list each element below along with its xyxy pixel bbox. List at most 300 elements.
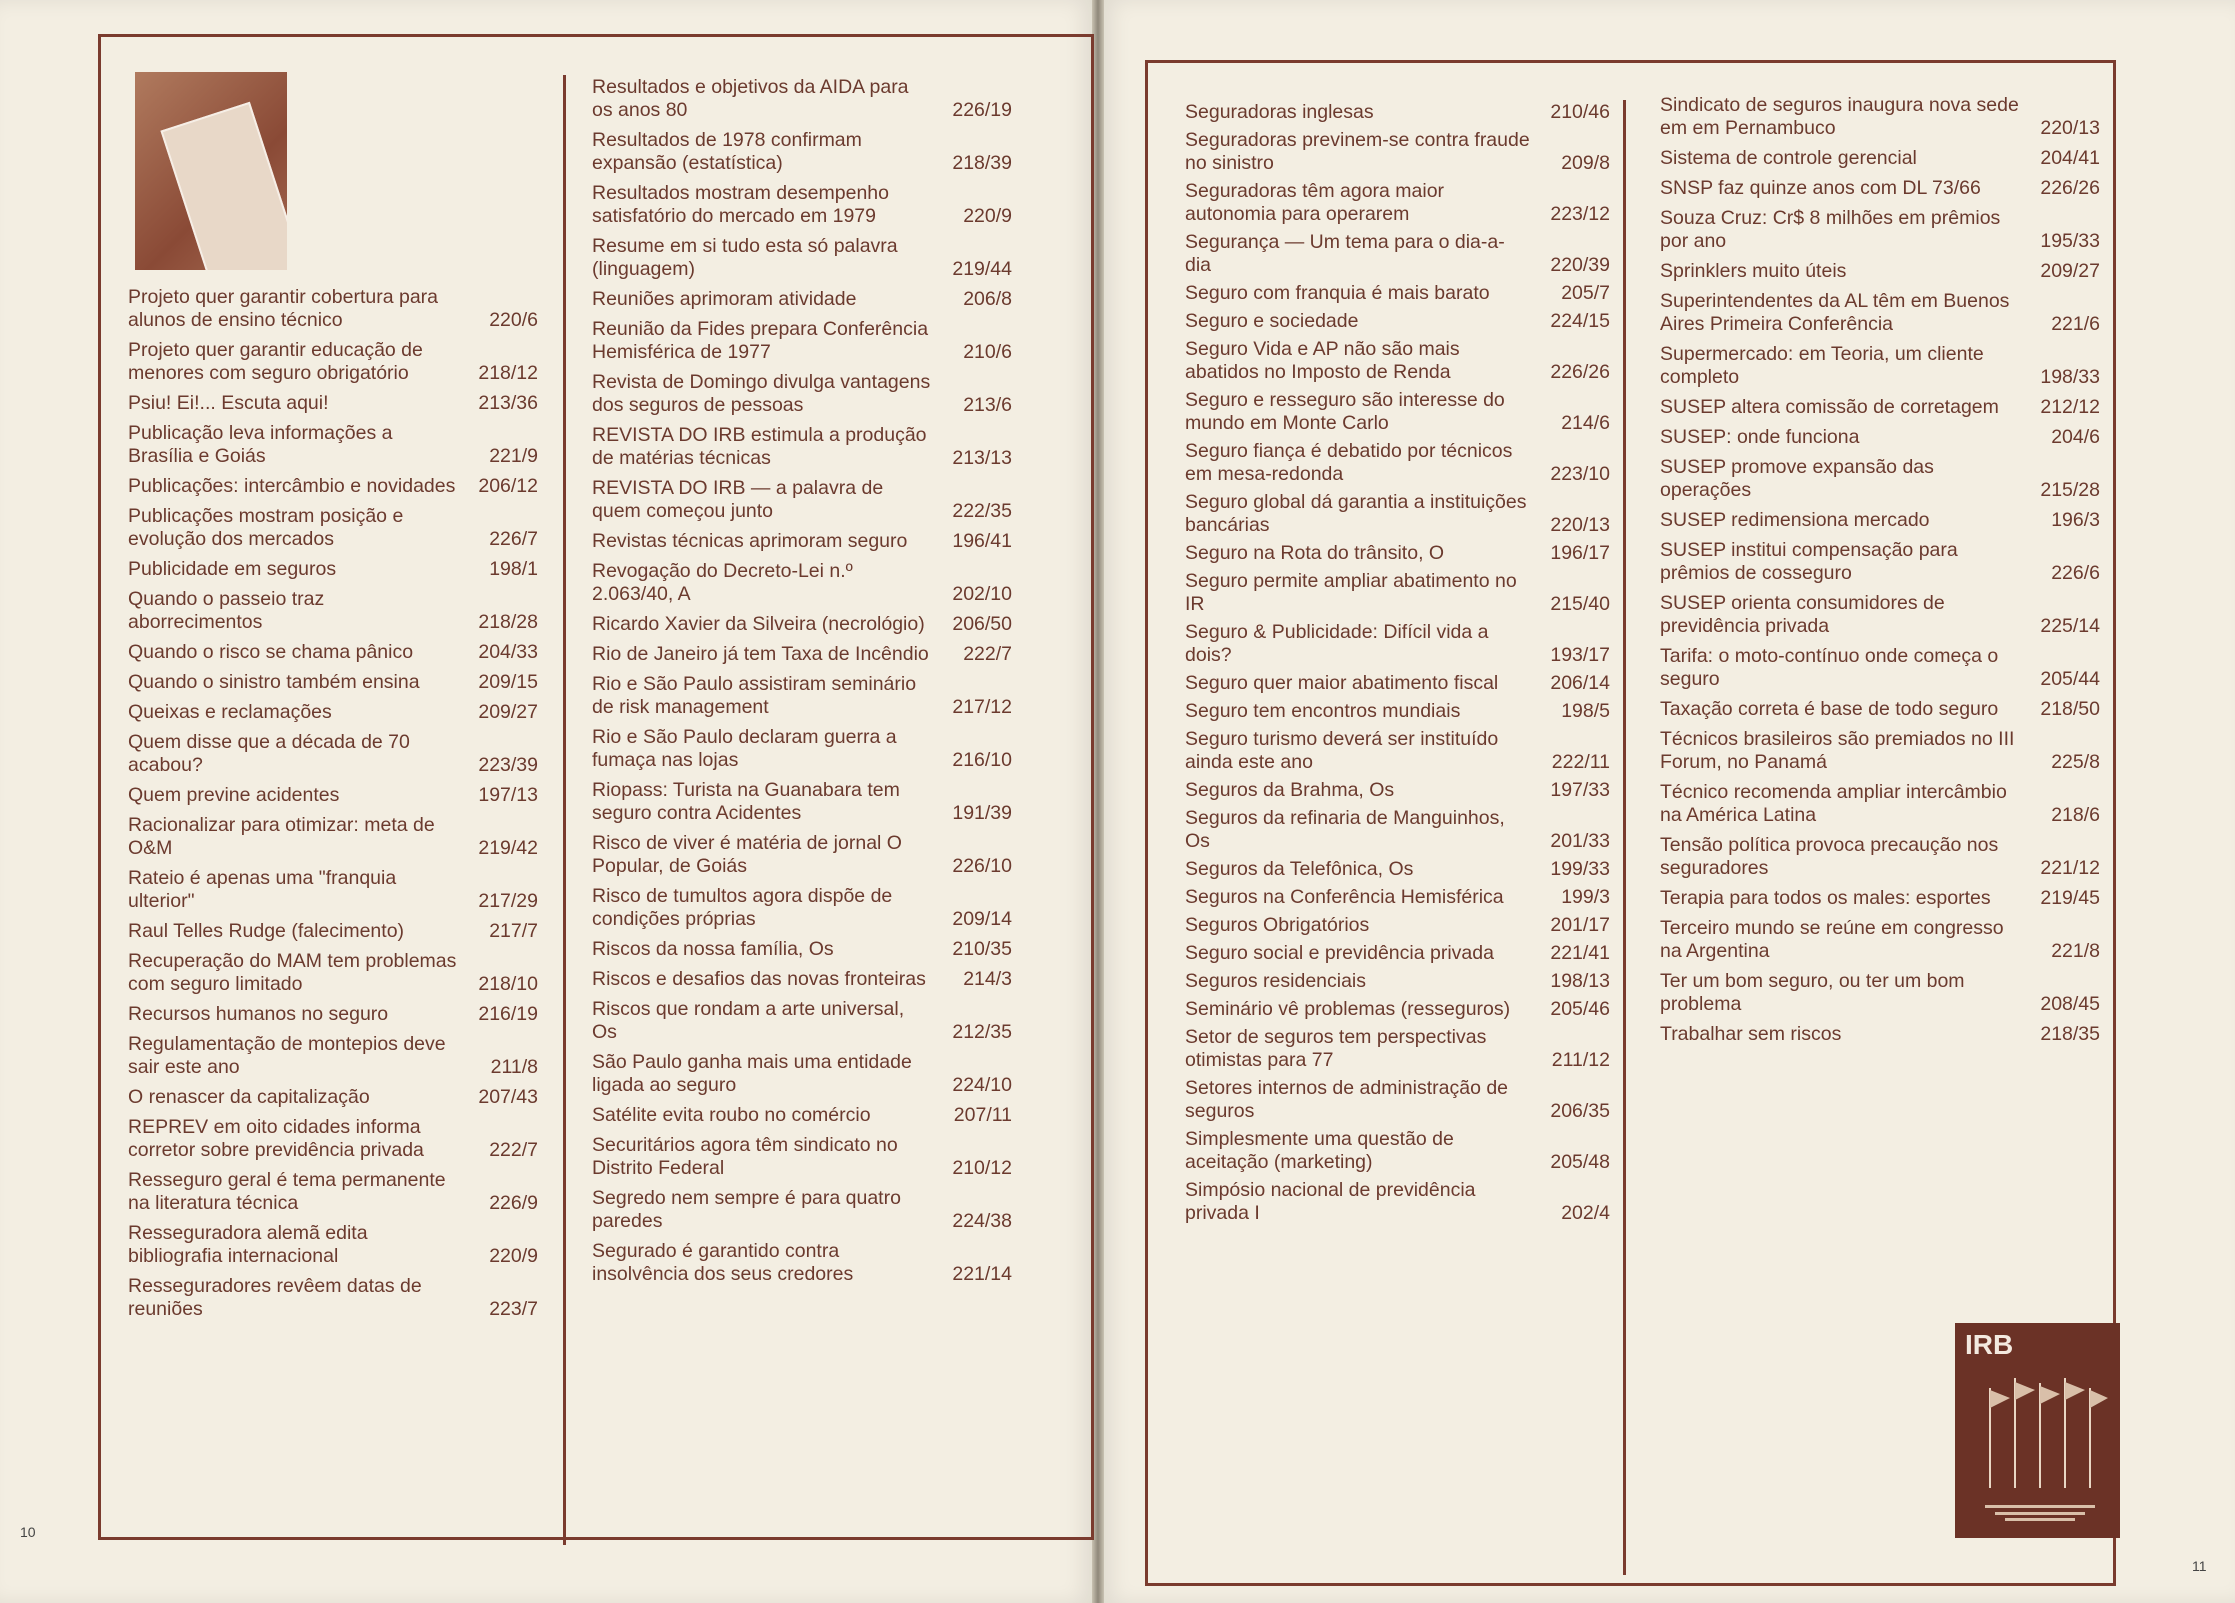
entry-title: O renascer da capitalização: [128, 1086, 370, 1108]
index-entry: [592, 424, 1012, 470]
index-entry: [1660, 592, 2100, 638]
entry-title: Segredo nem sempre é para quatro paredes: [592, 1187, 901, 1232]
entry-title: Securitários agora têm sindicato no Distrito Federal: [592, 1134, 898, 1179]
index-entry: [592, 885, 1012, 931]
index-entry: [1185, 1077, 1610, 1123]
entry-title: Seguro com franquia é mais barato: [1185, 282, 1490, 304]
entry-title: SUSEP institui compensação para prêmios de cosseguro: [1660, 539, 1958, 584]
entry-reference: 207/11: [953, 1104, 1012, 1126]
entry-title: Seguradoras inglesas: [1185, 101, 1374, 123]
index-entry: [128, 1033, 538, 1079]
entry-reference: 204/33: [478, 641, 538, 663]
entry-reference: 220/13: [2040, 117, 2100, 139]
entry-reference: 211/8: [490, 1056, 538, 1078]
entry-title: Técnicos brasileiros são premiados no III Forum, no Panamá: [1660, 728, 2015, 773]
entry-title: SNSP faz quinze anos com DL 73/66: [1660, 177, 1981, 199]
entry-reference: 198/33: [2040, 366, 2100, 388]
entry-title: SUSEP orienta consumidores de previdência privada: [1660, 592, 1945, 637]
index-entry: [128, 1086, 538, 1109]
entry-title: Seminário vê problemas (resseguros): [1185, 998, 1511, 1020]
entry-title: Publicidade em seguros: [128, 558, 337, 580]
index-column-2: [592, 76, 1012, 1286]
entry-reference: 224/15: [1550, 310, 1610, 332]
entry-title: Resume em si tudo esta só palavra (linguagem): [592, 235, 898, 280]
index-entry: [1660, 509, 2100, 532]
entry-reference: 208/45: [2040, 993, 2100, 1015]
entry-reference: 218/50: [2040, 698, 2100, 720]
entry-reference: 205/44: [2040, 668, 2100, 690]
entry-title: Regulamentação de montepios deve sair este ano: [128, 1033, 446, 1078]
index-entry: [592, 235, 1012, 281]
index-entry: [128, 475, 538, 498]
entry-title: Seguro na Rota do trânsito, O: [1185, 542, 1445, 564]
index-column-3: [1185, 101, 1610, 1225]
entry-title: SUSEP promove expansão das operações: [1660, 456, 1934, 501]
entry-title: SUSEP altera comissão de corretagem: [1660, 396, 1999, 418]
index-entry: [592, 182, 1012, 228]
entry-reference: 226/6: [2051, 562, 2100, 584]
entry-reference: 221/41: [1550, 942, 1610, 964]
entry-title: Publicações mostram posição e evolução dos mercados: [128, 505, 404, 550]
entry-reference: 197/33: [1550, 779, 1610, 801]
entry-title: Seguradoras previnem-se contra fraude no sinistro: [1185, 129, 1530, 174]
entry-reference: 222/11: [1551, 751, 1610, 773]
index-entry: [1660, 94, 2100, 140]
index-entry: [128, 422, 538, 468]
entry-title: Souza Cruz: Cr$ 8 milhões em prêmios por ano: [1660, 207, 2001, 252]
index-entry: [1660, 343, 2100, 389]
index-entry: [128, 701, 538, 724]
entry-reference: 221/6: [2051, 313, 2100, 335]
index-entry: [128, 558, 538, 581]
index-entry: [1185, 101, 1610, 124]
entry-reference: 221/12: [2040, 857, 2100, 879]
index-entry: [128, 950, 538, 996]
index-entry: [128, 1275, 538, 1321]
entry-reference: 217/29: [478, 890, 538, 912]
entry-title: Risco de tumultos agora dispõe de condições próprias: [592, 885, 893, 930]
index-entry: [592, 530, 1012, 553]
index-entry: [128, 731, 538, 777]
entry-reference: 198/1: [489, 558, 538, 580]
index-entry: [1185, 491, 1610, 537]
entry-title: Seguro tem encontros mundiais: [1185, 700, 1461, 722]
entry-title: Seguro quer maior abatimento fiscal: [1185, 672, 1499, 694]
entry-title: Publicações: intercâmbio e novidades: [128, 475, 456, 497]
index-entry: [1185, 998, 1610, 1021]
index-entry: [1660, 177, 2100, 200]
entry-title: REPREV em oito cidades informa corretor sobre previdência privada: [128, 1116, 424, 1161]
index-entry: [592, 643, 1012, 666]
flags-illustration: [1970, 1378, 2110, 1488]
index-entry: [592, 968, 1012, 991]
entry-title: Resseguradora alemã edita bibliografia internacional: [128, 1222, 368, 1267]
index-entry: [1660, 781, 2100, 827]
entry-title: Seguros da Brahma, Os: [1185, 779, 1395, 801]
entry-title: Publicação leva informações a Brasília e Goiás: [128, 422, 393, 467]
entry-title: Resseguradores revêem datas de reuniões: [128, 1275, 422, 1320]
entry-reference: 223/7: [489, 1298, 538, 1320]
entry-title: Trabalhar sem riscos: [1660, 1023, 1842, 1045]
entry-reference: 204/41: [2040, 147, 2100, 169]
index-entry: [1185, 1179, 1610, 1225]
index-entry: [1185, 672, 1610, 695]
entry-reference: 216/10: [952, 749, 1012, 771]
entry-reference: 224/38: [952, 1210, 1012, 1232]
irb-poster-image: [1955, 1323, 2120, 1538]
index-entry: [1185, 1026, 1610, 1072]
entry-title: Projeto quer garantir educação de menores com seguro obrigatório: [128, 339, 423, 384]
index-entry: [128, 392, 538, 415]
index-entry: [1185, 338, 1610, 384]
entry-title: Riscos da nossa família, Os: [592, 938, 834, 960]
entry-title: Seguro turismo deverá ser instituído ainda este ano: [1185, 728, 1499, 773]
index-entry: [1185, 129, 1610, 175]
entry-title: Seguro e sociedade: [1185, 310, 1359, 332]
entry-reference: 214/6: [1561, 412, 1610, 434]
index-entry: [592, 938, 1012, 961]
entry-reference: 226/7: [489, 528, 538, 550]
entry-title: Superintendentes da AL têm em Buenos Aires Primeira Conferência: [1660, 290, 2010, 335]
entry-title: Sindicato de seguros inaugura nova sede em em Pernambuco: [1660, 94, 2019, 139]
index-entry: [592, 129, 1012, 175]
entry-title: SUSEP: onde funciona: [1660, 426, 1860, 448]
index-entry: [592, 1104, 1012, 1127]
entry-title: Projeto quer garantir cobertura para alunos de ensino técnico: [128, 286, 439, 331]
entry-reference: 220/6: [489, 309, 538, 331]
entry-reference: 204/6: [2051, 426, 2100, 448]
entry-title: Resultados e objetivos da AIDA para os anos 80: [592, 76, 909, 121]
index-entry: [1660, 290, 2100, 336]
entry-reference: 196/41: [952, 530, 1012, 552]
entry-title: Satélite evita roubo no comércio: [592, 1104, 871, 1126]
index-entry: [1185, 728, 1610, 774]
entry-reference: 217/7: [489, 920, 538, 942]
entry-title: Taxação correta é base de todo seguro: [1660, 698, 1999, 720]
entry-reference: 214/3: [963, 968, 1012, 990]
page-number-right: 11: [2192, 1558, 2207, 1574]
entry-reference: 202/4: [1561, 1202, 1610, 1224]
entry-reference: 199/33: [1550, 858, 1610, 880]
index-entry: [592, 1051, 1012, 1097]
entry-reference: 224/10: [952, 1074, 1012, 1096]
entry-title: Quando o passeio traz aborrecimentos: [128, 588, 325, 633]
index-entry: [1660, 917, 2100, 963]
entry-reference: 220/13: [1550, 514, 1610, 536]
index-entry: [128, 286, 538, 332]
index-entry: [1660, 539, 2100, 585]
entry-title: Seguro & Publicidade: Difícil vida a dois?: [1185, 621, 1489, 666]
entry-title: Terceiro mundo se reúne em congresso na Argentina: [1660, 917, 2004, 962]
index-entry: [1185, 914, 1610, 937]
entry-reference: 225/8: [2051, 751, 2100, 773]
entry-reference: 226/10: [952, 855, 1012, 877]
index-entry: [1660, 426, 2100, 449]
entry-title: Rio e São Paulo declaram guerra a fumaça nas lojas: [592, 726, 897, 771]
index-entry: [1185, 570, 1610, 616]
entry-reference: 210/12: [952, 1157, 1012, 1179]
entry-title: Seguradoras têm agora maior autonomia para operarem: [1185, 180, 1445, 225]
entry-reference: 212/12: [2040, 396, 2100, 418]
entry-reference: 213/13: [952, 447, 1012, 469]
index-entry: [128, 641, 538, 664]
entry-title: Quando o sinistro também ensina: [128, 671, 420, 693]
index-entry: [1185, 282, 1610, 305]
entry-reference: 196/17: [1550, 542, 1610, 564]
entry-reference: 210/35: [952, 938, 1012, 960]
index-entry: [592, 1187, 1012, 1233]
entry-title: Tensão política provoca precaução nos seguradores: [1660, 834, 1999, 879]
entry-title: Seguros Obrigatórios: [1185, 914, 1370, 936]
index-entry: [1660, 834, 2100, 880]
index-entry: [1185, 389, 1610, 435]
entry-title: Riscos que rondam a arte universal, Os: [592, 998, 905, 1043]
entry-reference: 199/3: [1561, 886, 1610, 908]
entry-title: SUSEP redimensiona mercado: [1660, 509, 1930, 531]
entry-reference: 209/14: [952, 908, 1012, 930]
entry-title: Revistas técnicas aprimoram seguro: [592, 530, 908, 552]
index-entry: [128, 814, 538, 860]
entry-reference: 226/26: [2040, 177, 2100, 199]
entry-reference: 207/43: [478, 1086, 538, 1108]
entry-title: Resultados mostram desempenho satisfatório do mercado em 1979: [592, 182, 889, 227]
index-entry: [592, 998, 1012, 1044]
entry-title: Terapia para todos os males: esportes: [1660, 887, 1991, 909]
entry-title: Ter um bom seguro, ou ter um bom problema: [1660, 970, 1965, 1015]
index-entry: [128, 867, 538, 913]
index-entry: [1660, 260, 2100, 283]
entry-reference: 221/8: [2051, 940, 2100, 962]
index-entry: [128, 671, 538, 694]
entry-title: Resseguro geral é tema permanente na literatura técnica: [128, 1169, 446, 1214]
entry-reference: 196/3: [2051, 509, 2100, 531]
entry-title: Seguros residenciais: [1185, 970, 1367, 992]
entry-reference: 212/35: [952, 1021, 1012, 1043]
entry-reference: 222/7: [489, 1139, 538, 1161]
entry-title: Ricardo Xavier da Silveira (necrológio): [592, 613, 925, 635]
entry-reference: 209/15: [478, 671, 538, 693]
entry-reference: 197/13: [478, 784, 538, 806]
entry-title: Queixas e reclamações: [128, 701, 332, 723]
entry-title: Rio de Janeiro já tem Taxa de Incêndio: [592, 643, 929, 665]
entry-reference: 219/44: [952, 258, 1012, 280]
index-entry: [592, 673, 1012, 719]
entry-reference: 219/45: [2040, 887, 2100, 909]
index-entry: [592, 318, 1012, 364]
index-entry: [1185, 858, 1610, 881]
entry-reference: 206/8: [963, 288, 1012, 310]
index-entry: [592, 477, 1012, 523]
entry-reference: 202/10: [952, 583, 1012, 605]
entry-reference: 223/10: [1550, 463, 1610, 485]
entry-reference: 221/9: [489, 445, 538, 467]
entry-reference: 218/6: [2051, 804, 2100, 826]
entry-title: Seguros da refinaria de Manguinhos, Os: [1185, 807, 1505, 852]
entry-reference: 226/9: [489, 1192, 538, 1214]
entry-reference: 222/35: [952, 500, 1012, 522]
entry-reference: 198/5: [1561, 700, 1610, 722]
entry-reference: 215/40: [1550, 593, 1610, 615]
entry-reference: 223/39: [478, 754, 538, 776]
index-entry: [1185, 779, 1610, 802]
entry-title: Revista de Domingo divulga vantagens dos seguros de pessoas: [592, 371, 931, 416]
entry-reference: 221/14: [952, 1263, 1012, 1285]
entry-reference: 226/19: [952, 99, 1012, 121]
index-entry: [1185, 542, 1610, 565]
entry-title: Seguros na Conferência Hemisférica: [1185, 886, 1504, 908]
entry-title: Segurado é garantido contra insolvência dos seus credores: [592, 1240, 854, 1285]
entry-title: Seguro social e previdência privada: [1185, 942, 1494, 964]
entry-title: Psiu! Ei!... Escuta aqui!: [128, 392, 329, 414]
entry-title: Seguro e resseguro são interesse do mundo em Monte Carlo: [1185, 389, 1505, 434]
index-entry: [1660, 207, 2100, 253]
entry-title: Reunião da Fides prepara Conferência Hemisférica de 1977: [592, 318, 929, 363]
entry-title: Rateio é apenas uma "franquia ulterior": [128, 867, 397, 912]
index-entry: [128, 920, 538, 943]
index-entry: [1185, 807, 1610, 853]
index-entry: [1185, 310, 1610, 333]
entry-reference: 210/46: [1550, 101, 1610, 123]
entry-title: Seguro permite ampliar abatimento no IR: [1185, 570, 1517, 615]
entry-reference: 218/28: [478, 611, 538, 633]
index-entry: [128, 1222, 538, 1268]
entry-title: Sprinklers muito úteis: [1660, 260, 1847, 282]
entry-reference: 218/39: [952, 152, 1012, 174]
entry-title: REVISTA DO IRB — a palavra de quem começou junto: [592, 477, 884, 522]
entry-title: Segurança — Um tema para o dia-a-dia: [1185, 231, 1505, 276]
entry-reference: 220/9: [489, 1245, 538, 1267]
index-column-1: [128, 286, 538, 1321]
irb-logo: IRB: [1965, 1329, 2014, 1360]
index-entry: [592, 76, 1012, 122]
entry-title: Recuperação do MAM tem problemas com seguro limitado: [128, 950, 457, 995]
index-entry: [1185, 180, 1610, 226]
entry-reference: 218/35: [2040, 1023, 2100, 1045]
entry-title: Seguro global dá garantia a instituições bancárias: [1185, 491, 1527, 536]
entry-title: Riopass: Turista na Guanabara tem seguro contra Acidentes: [592, 779, 900, 824]
entry-title: Racionalizar para otimizar: meta de O&M: [128, 814, 435, 859]
index-entry: [592, 832, 1012, 878]
entry-title: Reuniões aprimoram atividade: [592, 288, 857, 310]
entry-title: Supermercado: em Teoria, um cliente completo: [1660, 343, 1984, 388]
entry-reference: 216/19: [478, 1003, 538, 1025]
entry-reference: 225/14: [2040, 615, 2100, 637]
index-entry: [1660, 728, 2100, 774]
index-entry: [592, 560, 1012, 606]
index-entry: [128, 588, 538, 634]
index-entry: [1660, 396, 2100, 419]
index-entry: [592, 779, 1012, 825]
index-entry: [128, 505, 538, 551]
entry-reference: 205/7: [1561, 282, 1610, 304]
entry-reference: 205/46: [1550, 998, 1610, 1020]
index-entry: [128, 1116, 538, 1162]
entry-reference: 217/12: [952, 696, 1012, 718]
entry-title: Seguro Vida e AP não são mais abatidos no Imposto de Renda: [1185, 338, 1460, 383]
index-column-4: [1660, 94, 2100, 1046]
entry-title: Setor de seguros tem perspectivas otimistas para 77: [1185, 1026, 1487, 1071]
index-entry: [592, 726, 1012, 772]
entry-reference: 213/6: [963, 394, 1012, 416]
entry-reference: 206/14: [1550, 672, 1610, 694]
entry-reference: 219/42: [478, 837, 538, 859]
right-column-divider: [1623, 100, 1626, 1575]
entry-reference: 209/27: [478, 701, 538, 723]
entry-reference: 193/17: [1550, 644, 1610, 666]
entry-reference: 206/35: [1550, 1100, 1610, 1122]
index-entry: [1185, 1128, 1610, 1174]
index-entry: [592, 613, 1012, 636]
entry-title: Seguros da Telefônica, Os: [1185, 858, 1414, 880]
entry-reference: 215/28: [2040, 479, 2100, 501]
index-entry: [128, 339, 538, 385]
index-entry: [128, 784, 538, 807]
entry-title: Simplesmente uma questão de aceitação (marketing): [1185, 1128, 1454, 1173]
entry-title: Simpósio nacional de previdência privada I: [1185, 1179, 1476, 1224]
entry-title: Riscos e desafios das novas fronteiras: [592, 968, 926, 990]
index-entry: [1185, 621, 1610, 667]
index-entry: [592, 371, 1012, 417]
index-entry: [1660, 147, 2100, 170]
entry-reference: 201/33: [1550, 830, 1610, 852]
index-entry: [1185, 440, 1610, 486]
index-entry: [128, 1003, 538, 1026]
entry-title: São Paulo ganha mais uma entidade ligada ao seguro: [592, 1051, 912, 1096]
entry-title: Rio e São Paulo assistiram seminário de risk management: [592, 673, 917, 718]
entry-reference: 213/36: [478, 392, 538, 414]
entry-reference: 220/39: [1550, 254, 1610, 276]
entry-title: Recursos humanos no seguro: [128, 1003, 389, 1025]
index-entry: [1185, 700, 1610, 723]
entry-reference: 206/50: [952, 613, 1012, 635]
index-entry: [1185, 231, 1610, 277]
left-column-divider: [563, 75, 566, 1545]
page-number-left: 10: [20, 1524, 36, 1540]
entry-reference: 218/12: [478, 362, 538, 384]
index-entry: [592, 1240, 1012, 1286]
index-entry: [592, 288, 1012, 311]
entry-title: Quem previne acidentes: [128, 784, 340, 806]
entry-title: Sistema de controle gerencial: [1660, 147, 1917, 169]
entry-reference: 210/6: [963, 341, 1012, 363]
index-entry: [1660, 887, 2100, 910]
entry-reference: 201/17: [1550, 914, 1610, 936]
index-entry: [1660, 645, 2100, 691]
brochure-photo: [135, 72, 287, 270]
entry-reference: 206/12: [478, 475, 538, 497]
index-entry: [1185, 942, 1610, 965]
entry-title: REVISTA DO IRB estimula a produção de matérias técnicas: [592, 424, 927, 469]
entry-reference: 220/9: [963, 205, 1012, 227]
index-entry: [1185, 970, 1610, 993]
index-entry: [1660, 456, 2100, 502]
index-entry: [1185, 886, 1610, 909]
entry-reference: 209/8: [1561, 152, 1610, 174]
entry-title: Revogação do Decreto-Lei n.º 2.063/40, A: [592, 560, 853, 605]
entry-title: Resultados de 1978 confirmam expansão (estatística): [592, 129, 862, 174]
entry-title: Seguro fiança é debatido por técnicos em mesa-redonda: [1185, 440, 1513, 485]
entry-reference: 211/12: [1551, 1049, 1610, 1071]
entry-reference: 223/12: [1550, 203, 1610, 225]
index-entry: [1660, 1023, 2100, 1046]
entry-reference: 209/27: [2040, 260, 2100, 282]
entry-title: Risco de viver é matéria de jornal O Popular, de Goiás: [592, 832, 902, 877]
index-entry: [1660, 698, 2100, 721]
entry-title: Raul Telles Rudge (falecimento): [128, 920, 405, 942]
entry-title: Quem disse que a década de 70 acabou?: [128, 731, 410, 776]
entry-title: Quando o risco se chama pânico: [128, 641, 414, 663]
entry-reference: 218/10: [478, 973, 538, 995]
